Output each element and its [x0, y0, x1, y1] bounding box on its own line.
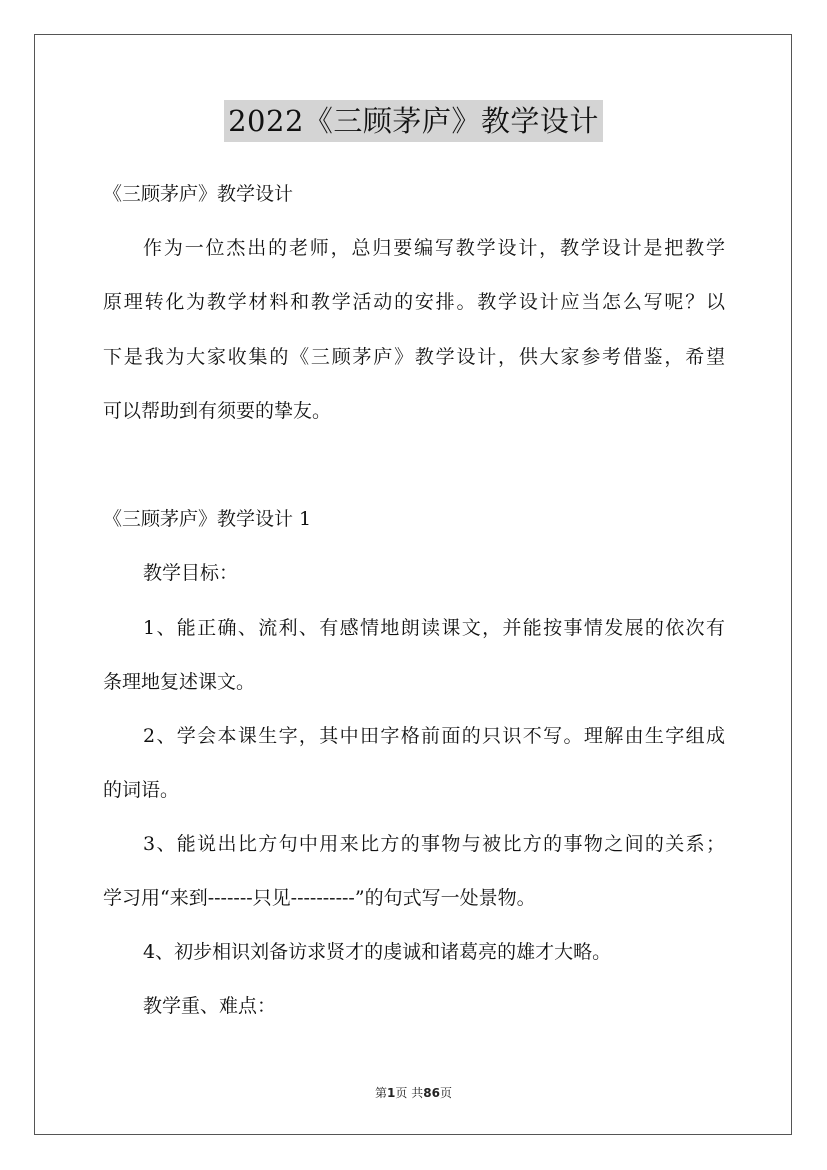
goal-1-line-1: 1、能正确、流利、有感情地朗读课文，并能按事情发展的依次有: [143, 617, 725, 639]
intro-line-1: 作为一位杰出的老师，总归要编写教学设计，教学设计是把教学: [143, 237, 725, 259]
intro-line-4: 可以帮助到有须要的挚友。: [103, 400, 332, 422]
page-footer: [0, 1084, 827, 1101]
section-heading: 《三顾茅庐》教学设计 1: [103, 508, 312, 530]
goal-2-line-1: 2、学会本课生字，其中田字格前面的只识不写。理解由生字组成: [143, 725, 725, 747]
document-title: 2022《三顾茅庐》教学设计: [224, 100, 603, 142]
key-points-heading: 教学重、难点：: [143, 995, 277, 1017]
goal-2-line-2: 的词语。: [103, 779, 180, 801]
document-subtitle: 《三顾茅庐》教学设计: [103, 183, 294, 205]
footer-page-total: 86: [423, 1086, 440, 1100]
goal-3-line-2: 学习用“来到-------只见----------”的句式写一处景物。: [103, 887, 536, 909]
title-container: [0, 100, 827, 142]
footer-page-number: 1: [387, 1086, 396, 1100]
intro-line-3: 下是我为大家收集的《三顾茅庐》教学设计，供大家参考借鉴，希望: [103, 346, 725, 368]
goal-3-line-1: 3、能说出比方句中用来比方的事物与被比方的事物之间的关系；: [143, 833, 725, 855]
footer-mid: 页 共: [395, 1086, 424, 1100]
goals-heading: 教学目标：: [143, 562, 239, 584]
intro-line-2: 原理转化为教学材料和教学活动的安排。教学设计应当怎么写呢？以: [103, 291, 725, 313]
goal-4: 4、初步相识刘备访求贤才的虔诚和诸葛亮的雄才大略。: [143, 941, 612, 963]
footer-suffix: 页: [439, 1086, 452, 1100]
goal-1-line-2: 条理地复述课文。: [103, 671, 256, 693]
footer-prefix: 第: [375, 1086, 388, 1100]
